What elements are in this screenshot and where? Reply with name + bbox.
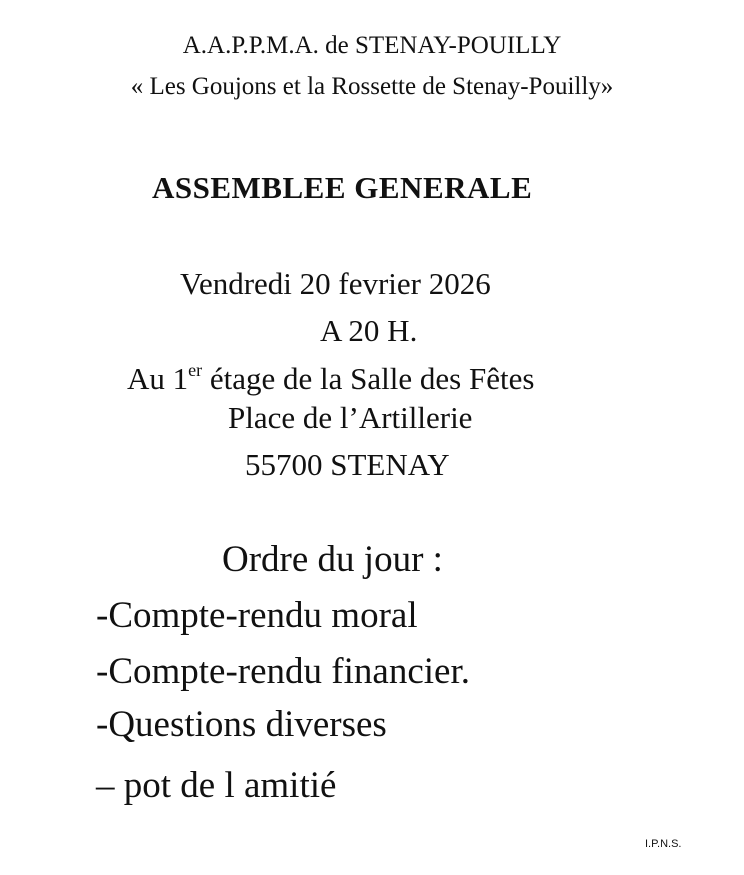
- event-time: A 20 H.: [320, 313, 418, 348]
- organization-subtitle: « Les Goujons et la Rossette de Stenay-Pouilly»: [130, 73, 614, 100]
- agenda-item: -Compte-rendu moral: [96, 595, 418, 636]
- agenda-item: -Questions diverses: [96, 704, 387, 745]
- floor-superscript: er: [188, 360, 203, 380]
- event-postal-city: 55700 STENAY: [245, 447, 450, 482]
- event-location: [127, 361, 534, 394]
- agenda-item: – pot de l amitié: [96, 765, 337, 806]
- event-address: Place de l’Artillerie: [228, 400, 473, 435]
- agenda-item: -Compte-rendu financier.: [96, 651, 470, 692]
- organization-name: A.A.P.P.M.A. de STENAY-POUILLY: [182, 32, 562, 59]
- agenda-heading: Ordre du jour :: [222, 539, 443, 580]
- floor-suffix: étage de la Salle des Fêtes: [202, 361, 535, 396]
- floor-prefix: Au 1: [127, 361, 189, 396]
- ipns-mark: I.P.N.S.: [645, 838, 682, 850]
- event-date: Vendredi 20 fevrier 2026: [180, 266, 491, 301]
- page-title: ASSEMBLEE GENERALE: [152, 170, 533, 205]
